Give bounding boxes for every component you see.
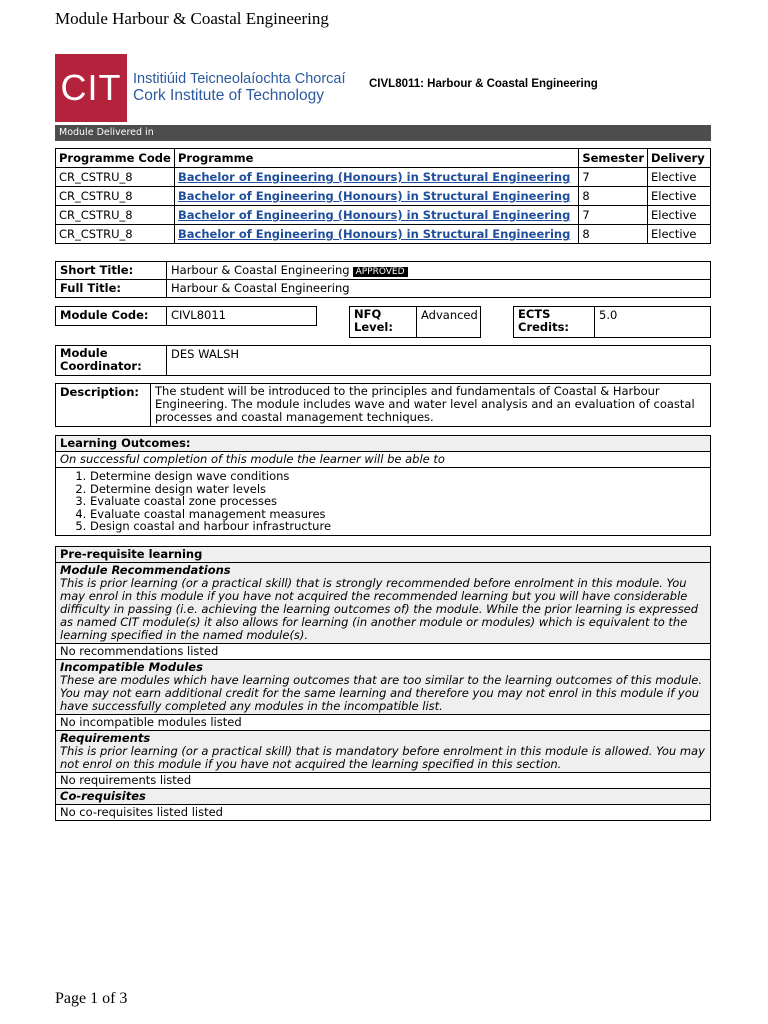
- learning-outcomes-heading: Learning Outcomes:: [56, 436, 710, 452]
- programme-table-header: [56, 149, 711, 168]
- full-title-label: Full Title:: [60, 281, 121, 295]
- short-title-value: Harbour & Coastal Engineering: [171, 263, 350, 277]
- ects-credits-label: ECTS Credits:: [518, 307, 570, 334]
- nfq-level-label: NFQ Level:: [354, 307, 393, 334]
- programme-cell: [175, 168, 579, 187]
- requirements-title: Requirements: [60, 731, 151, 745]
- cit-logo: [55, 54, 346, 122]
- page-header: Module Harbour & Coastal Engineering: [55, 9, 329, 28]
- programme-code-cell: CR_CSTRU_8: [56, 168, 175, 187]
- learning-outcomes-list: [90, 470, 706, 533]
- table-row: [56, 187, 711, 206]
- learning-outcomes-list-row: [56, 468, 710, 535]
- delivery-cell: Elective: [648, 225, 711, 244]
- requirements-block: [56, 731, 710, 773]
- recommendations-value: No recommendations listed: [56, 644, 710, 660]
- module-heading: CIVL8011: Harbour & Coastal Engineering: [369, 78, 598, 90]
- delivery-cell: Elective: [648, 168, 711, 187]
- semester-cell: 7: [579, 168, 648, 187]
- logo-irish-name: Institiúid Teicneolaíochta Chorcaí: [133, 70, 346, 87]
- programme-cell: [175, 225, 579, 244]
- module-code-label: Module Code:: [60, 308, 149, 322]
- corequisites-title: Co-requisites: [56, 789, 710, 805]
- module-code-box: [55, 306, 317, 326]
- short-title-value-cell: [166, 262, 710, 279]
- module-delivered-bar: Module Delivered in: [55, 125, 711, 141]
- semester-cell: 8: [579, 225, 648, 244]
- table-row: [56, 206, 711, 225]
- learning-outcomes-intro: On successful completion of this module the learner will be able to: [56, 452, 710, 468]
- col-semester: Semester: [579, 149, 648, 168]
- programme-code-cell: CR_CSTRU_8: [56, 206, 175, 225]
- ects-credits-value: 5.0: [594, 307, 710, 337]
- module-code-value: CIVL8011: [166, 307, 316, 325]
- description-label: Description:: [60, 385, 139, 399]
- logo-english-name: Cork Institute of Technology: [133, 87, 324, 105]
- description-row: [55, 383, 711, 427]
- recommendations-text: This is prior learning (or a practical skill) that is strongly recommended before enrolment in this module. You may enrol in this module if you have not acquired the recommended learning but you will have considerable difficulty in passing (i.e. achieving the learning outcomes of) the module. While the prior learning is expressed as named CIT module(s) it also allows for learning (in another module or modules) which is equivalent to the learning specified in the named module(s).: [60, 576, 699, 642]
- ects-credits-box: [513, 306, 711, 338]
- programme-link[interactable]: Bachelor of Engineering (Honours) in Structural Engineering: [178, 189, 571, 203]
- programme-link[interactable]: Bachelor of Engineering (Honours) in Structural Engineering: [178, 227, 571, 241]
- learning-outcomes-section: [55, 435, 711, 536]
- table-row: [56, 225, 711, 244]
- programme-table: [55, 148, 711, 244]
- nfq-level-value: Advanced: [416, 307, 480, 337]
- nfq-level-box: [349, 306, 481, 338]
- programme-link[interactable]: Bachelor of Engineering (Honours) in Structural Engineering: [178, 170, 571, 184]
- prerequisite-heading: Pre-requisite learning: [56, 547, 710, 563]
- corequisites-value: No co-requisites listed listed: [60, 805, 223, 819]
- programme-cell: [175, 206, 579, 225]
- list-item: 4. Evaluate coastal management measures: [90, 508, 706, 521]
- short-title-label: Short Title:: [60, 263, 134, 277]
- semester-cell: 8: [579, 187, 648, 206]
- incompatible-value: No incompatible modules listed: [56, 715, 710, 731]
- programme-link[interactable]: Bachelor of Engineering (Honours) in Structural Engineering: [178, 208, 571, 222]
- programme-code-cell: CR_CSTRU_8: [56, 225, 175, 244]
- full-title-value: Harbour & Coastal Engineering: [166, 280, 710, 297]
- coordinator-value: DES WALSH: [166, 346, 710, 375]
- short-title-row: [55, 261, 711, 280]
- recommendations-block: [56, 563, 710, 644]
- semester-cell: 7: [579, 206, 648, 225]
- col-delivery: Delivery: [648, 149, 711, 168]
- list-item: 2. Determine design water levels: [90, 483, 706, 496]
- recommendations-title: Module Recommendations: [60, 563, 231, 577]
- cit-logo-mark: CIT: [55, 54, 127, 122]
- prerequisite-section: [55, 546, 711, 821]
- list-item: 3. Evaluate coastal zone processes: [90, 495, 706, 508]
- list-item: 5. Design coastal and harbour infrastructure: [90, 520, 706, 533]
- full-title-row: [55, 279, 711, 298]
- incompatible-block: [56, 660, 710, 715]
- page-footer: Page 1 of 3: [55, 990, 128, 1007]
- delivery-cell: Elective: [648, 206, 711, 225]
- coordinator-label: Module Coordinator:: [60, 346, 142, 373]
- incompatible-text: These are modules which have learning outcomes that are too similar to the learning outcomes of this module. You may not earn additional credit for the same learning and therefore you may not enrol in this module if you have successfully completed any modules in the incompatible list.: [60, 673, 702, 713]
- incompatible-title: Incompatible Modules: [60, 660, 203, 674]
- col-programme: Programme: [175, 149, 579, 168]
- requirements-value: No requirements listed: [56, 773, 710, 789]
- coordinator-row: [55, 345, 711, 376]
- col-programme-code: Programme Code: [56, 149, 175, 168]
- requirements-text: This is prior learning (or a practical skill) that is mandatory before enrolment in this module is allowed. You may not enrol on this module if you have not acquired the learning specified in this section.: [60, 744, 705, 771]
- status-badge: APPROVED: [353, 267, 408, 277]
- cit-logo-text: [133, 71, 346, 105]
- programme-cell: [175, 187, 579, 206]
- description-text: The student will be introduced to the principles and fundamentals of Coastal & Harbour Engineering. The module includes wave and water level analysis and an evaluation of coastal processes and coastal management techniques.: [150, 384, 710, 426]
- table-row: [56, 168, 711, 187]
- delivery-cell: Elective: [648, 187, 711, 206]
- list-item: 1. Determine design wave conditions: [90, 470, 706, 483]
- programme-code-cell: CR_CSTRU_8: [56, 187, 175, 206]
